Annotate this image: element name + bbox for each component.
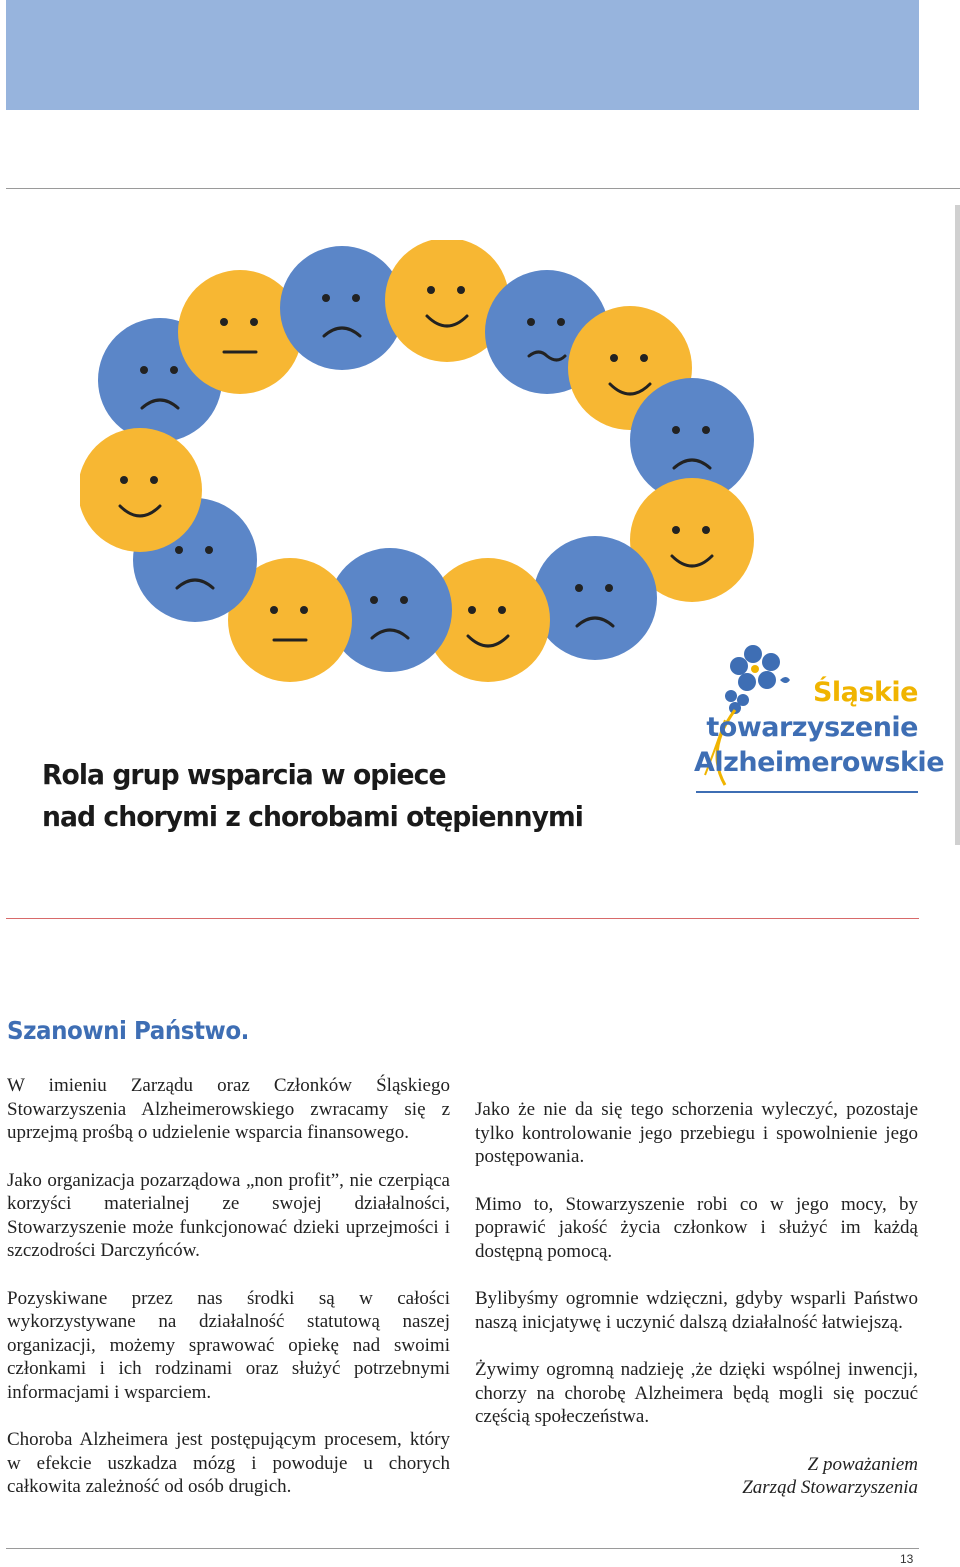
- header-color-band: [6, 0, 919, 110]
- footer-divider: [6, 1548, 919, 1549]
- edge-bar: [955, 205, 960, 845]
- paragraph: Bylibyśmy ogromnie wdzięczni, gdyby wsparli Państwo naszą inicjatywę i uczynić dalszą działalność łatwiejszą.: [475, 1288, 918, 1333]
- divider-red: [6, 918, 919, 919]
- logo-underline: [696, 791, 918, 793]
- signoff-line-1: Z poważaniem: [807, 1453, 918, 1475]
- paragraph: Żywimy ogromną nadzieję ,że dzięki wspólnej inwencji, chorzy na chorobę Alzheimera będą mogli się poczuć częścią społeczeństwa.: [475, 1359, 918, 1427]
- face-icon: [80, 428, 202, 552]
- logo-line-1: Śląskie: [812, 677, 918, 708]
- face-icon: [280, 246, 404, 370]
- headline-line-2: nad chorymi z chorobami otępiennymi: [42, 800, 583, 833]
- face-icon: [533, 536, 657, 660]
- paragraph: Jako że nie da się tego schorzenia wyleczyć, pozostaje tylko kontrolowanie jego przebiegu i spowolnienie jego postępowania.: [475, 1099, 918, 1167]
- paragraph: W imieniu Zarządu oraz Członków Śląskiego Stowarzyszenia Alzheimerowskiego zwracamy się z uprzejmą prośbą o udzielenie wsparcia finansowego.: [7, 1075, 450, 1143]
- paragraph: Mimo to, Stowarzyszenie robi co w jego mocy, by poprawić jakość życia członkow i służyć im każdą dostępną pomocą.: [475, 1193, 918, 1262]
- faces-ring-icon: [80, 240, 780, 690]
- signoff-line-2: Zarząd Stowarzyszenia: [742, 1477, 918, 1498]
- logo-line-2: towarzyszenie: [706, 712, 918, 743]
- divider: [6, 188, 960, 189]
- signoff: [475, 1453, 918, 1500]
- paragraph: Jako organizacja pozarządowa „non profit”, nie czerpiąca korzyści materialnej ze swojej działalności, Stowarzyszenie może funkcjonować dzieki uprzejmości i szczodrości Darczyńców.: [7, 1169, 450, 1261]
- headline: [42, 754, 612, 838]
- page-number: 13: [900, 1552, 914, 1566]
- letter-greeting: Szanowni Państwo.: [7, 1016, 249, 1045]
- letter-column-right: [475, 1098, 918, 1524]
- paragraph: Choroba Alzheimera jest postępującym procesem, który w efekcie uszkadza mózg i powoduje u chorych całkowita zależność od osób drugich.: [7, 1429, 450, 1497]
- paragraph: Pozyskiwane przez nas środki są w całości wykorzystywane na działalność statutową naszej organizacji, możemy sprawować opiekę nad swoimi członkami i ich rodzinami oraz służyć potrzebnymi informacjami i wsparciem.: [7, 1287, 450, 1403]
- letter-column-left: [7, 1074, 450, 1523]
- logo-line-3: Alzheimerowskie: [694, 747, 945, 778]
- headline-line-1: Rola grup wsparcia w opiece: [42, 758, 446, 791]
- logo-wordmark: [694, 675, 945, 780]
